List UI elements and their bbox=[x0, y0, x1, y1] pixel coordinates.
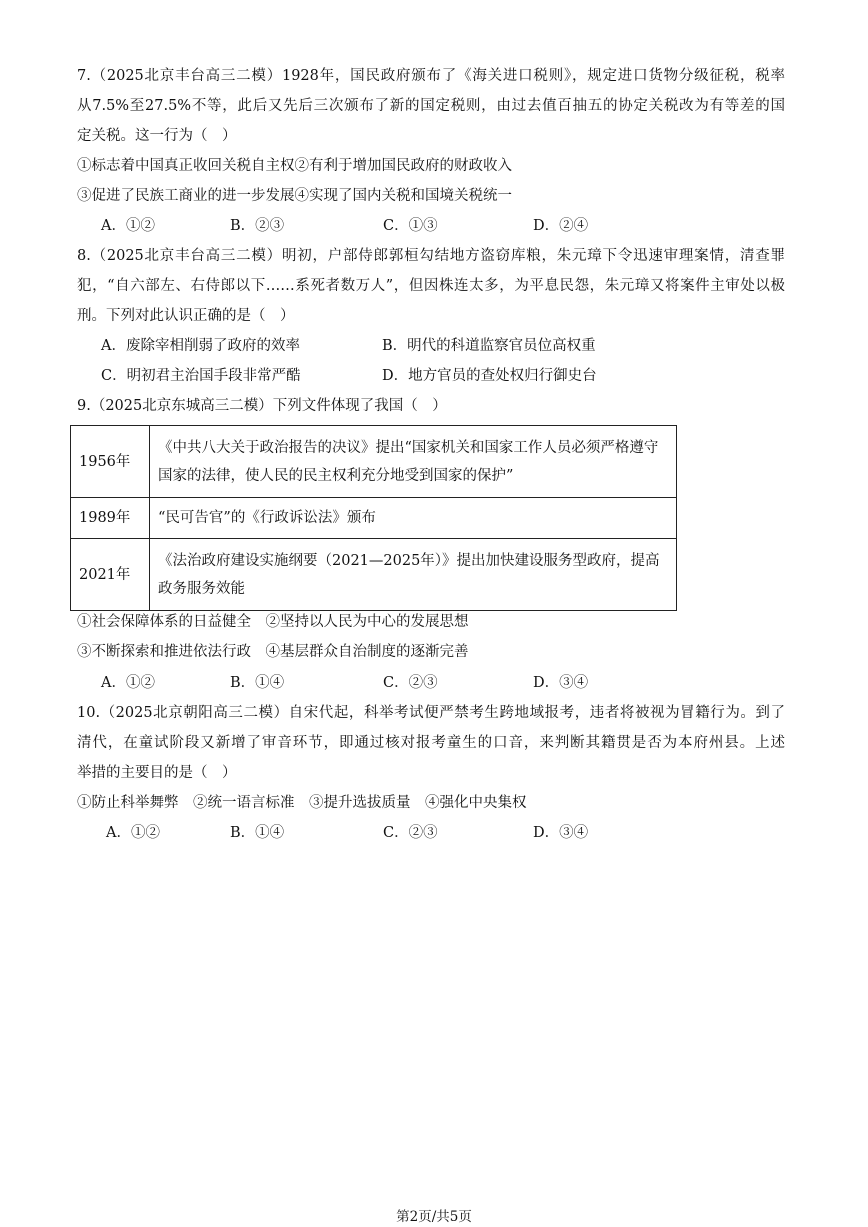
table-year-cell: 1956年 bbox=[71, 426, 150, 498]
q7-option-c: C．①③ bbox=[383, 218, 438, 234]
q7-option-b: B．②③ bbox=[230, 218, 285, 234]
q10-stem-line-2: 清代，在童试阶段又新增了审音环节，即通过核对报考童生的口音，来判断其籍贯是否为本府州县。上述 bbox=[77, 735, 785, 751]
q9-option-b: B．①④ bbox=[230, 675, 285, 691]
q9-documents-table bbox=[70, 425, 677, 611]
q9-stem: 9.（2025北京东城高三二模）下列文件体现了我国（ ） bbox=[77, 398, 447, 414]
table-text-cell: “民可告官”的《行政诉讼法》颁布 bbox=[150, 498, 677, 539]
q10-stem-line-3: 举措的主要目的是（ ） bbox=[77, 765, 237, 781]
q8-stem-line-1: 8.（2025北京丰台高三二模）明初，户部侍郎郭桓勾结地方盗窃库粮，朱元璋下令迅速审理案情，清查罪 bbox=[77, 248, 785, 264]
table-year-cell: 2021年 bbox=[71, 539, 150, 611]
q8-option-b: B．明代的科道监察官员位高权重 bbox=[382, 338, 596, 354]
q10-stem-line-1: 10.（2025北京朝阳高三二模）自宋代起，科举考试便严禁考生跨地域报考，违者将被视为冒籍行为。到了 bbox=[77, 705, 785, 721]
q9-statement-1: ①社会保障体系的日益健全 ②坚持以人民为中心的发展思想 bbox=[77, 614, 469, 630]
table-year-cell: 1989年 bbox=[71, 498, 150, 539]
q7-statement-2: ③促进了民族工商业的进一步发展④实现了国内关税和国境关税统一 bbox=[77, 188, 512, 204]
q7-statement-1: ①标志着中国真正收回关税自主权②有利于增加国民政府的财政收入 bbox=[77, 158, 512, 174]
q8-option-d: D．地方官员的查处权归行御史台 bbox=[382, 368, 597, 384]
q9-option-c: C．②③ bbox=[383, 675, 438, 691]
page-number: 第2页/共5页 bbox=[396, 1209, 472, 1225]
table-text-cell: 《中共八大关于政治报告的决议》提出“国家机关和国家工作人员必须严格遵守国家的法律，使人民的民主权利充分地受到国家的保护” bbox=[150, 426, 677, 498]
q9-statement-2: ③不断探索和推进依法行政 ④基层群众自治制度的逐渐完善 bbox=[77, 644, 469, 660]
q8-stem-line-2: 犯，“自六部左、右侍郎以下……系死者数万人”，但因株连太多，为平息民怨，朱元璋又将案件主审处以极 bbox=[77, 278, 785, 294]
q7-stem-line-1: 7.（2025北京丰台高三二模）1928年，国民政府颁布了《海关进口税则》，规定进口货物分级征税，税率 bbox=[77, 68, 785, 84]
q7-stem-line-2: 从7.5%至27.5%不等，此后又先后三次颁布了新的国定税则，由过去值百抽五的协定关税改为有等差的国 bbox=[77, 98, 785, 114]
q10-statement-1: ①防止科举舞弊 ②统一语言标准 ③提升选拔质量 ④强化中央集权 bbox=[77, 795, 527, 811]
table-row bbox=[71, 539, 677, 611]
q8-stem-line-3: 刑。下列对此认识正确的是（ ） bbox=[77, 308, 295, 324]
q8-option-c: C．明初君主治国手段非常严酷 bbox=[101, 368, 301, 384]
table-row bbox=[71, 498, 677, 539]
q7-stem-line-3: 定关税。这一行为（ ） bbox=[77, 128, 237, 144]
q7-option-d: D．②④ bbox=[533, 218, 589, 234]
table-text-cell: 《法治政府建设实施纲要（2021—2025年）》提出加快建设服务型政府，提高政务服务效能 bbox=[150, 539, 677, 611]
q10-option-c: C．②③ bbox=[383, 825, 438, 841]
q10-option-a: A．①② bbox=[106, 825, 160, 841]
q10-option-d: D．③④ bbox=[533, 825, 589, 841]
q8-option-a: A．废除宰相削弱了政府的效率 bbox=[101, 338, 300, 354]
q9-option-a: A．①② bbox=[101, 675, 155, 691]
q7-option-a: A．①② bbox=[101, 218, 155, 234]
q9-option-d: D．③④ bbox=[533, 675, 589, 691]
table-row bbox=[71, 426, 677, 498]
q10-option-b: B．①④ bbox=[230, 825, 285, 841]
